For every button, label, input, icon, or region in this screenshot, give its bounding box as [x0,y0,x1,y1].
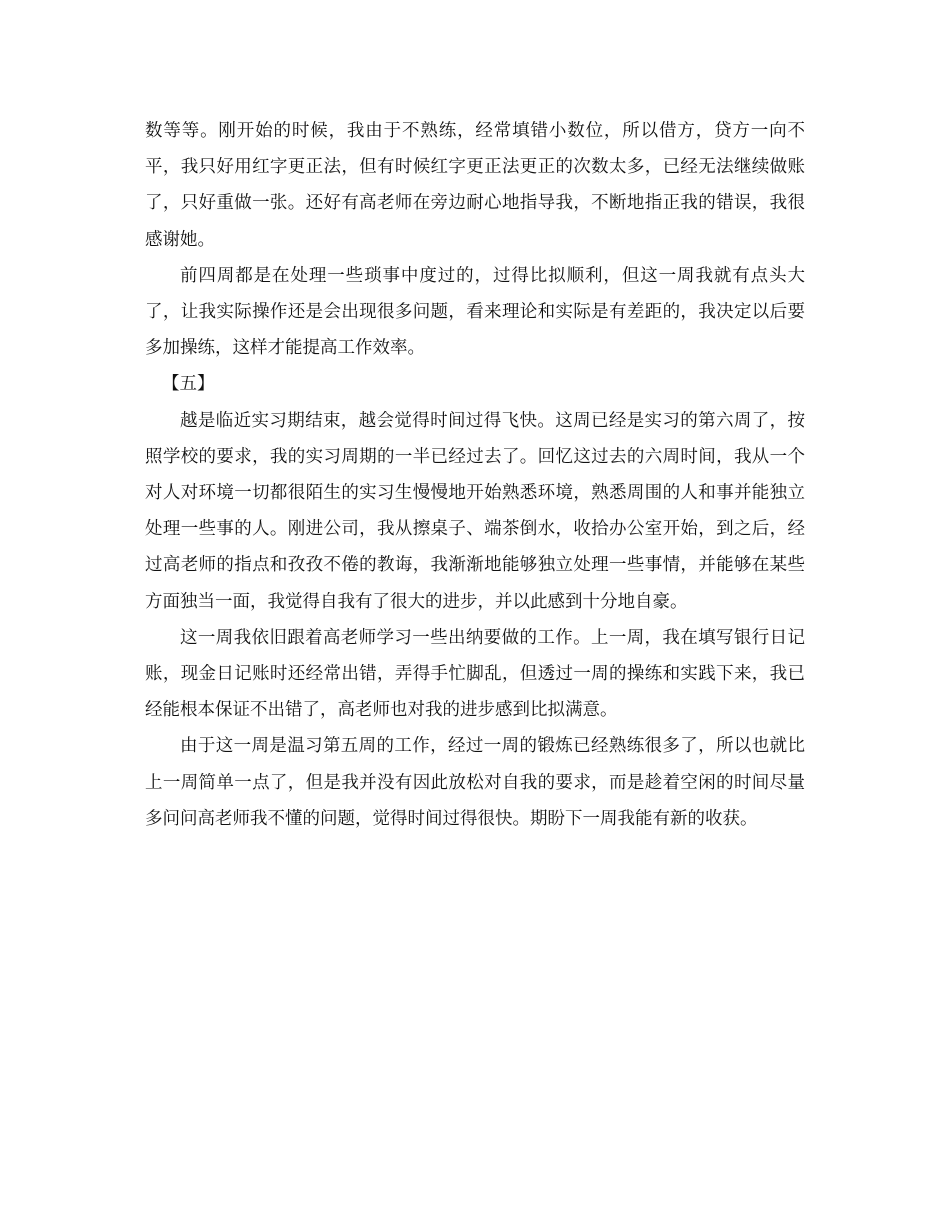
paragraph-continuation: 数等等。刚开始的时候，我由于不熟练，经常填错小数位，所以借方，贷方一向不平，我只好用红字更正法，但有时候红字更正法更正的次数太多，已经无法继续做账了，只好重做一张。还好有高老师在旁边耐心地指导我，不断地指正我的错误，我很感谢她。 [145,121,805,250]
section-heading: 【五】 [162,374,215,395]
paragraph-sixth-week: 越是临近实习期结束，越会觉得时间过得飞快。这周已经是实习的第六周了，按照学校的要求，我的实习周期的一半已经过去了。回忆这过去的六周时间，我从一个对人对环境一切都很陌生的实习生慢慢地开始熟悉环境，熟悉周围的人和事并能独立处理一些事的人。刚进公司，我从擦桌子、端茶倒水，收拾办公室开始，到之后，经过高老师的指点和孜孜不倦的教诲，我渐渐地能够独立处理一些事情，并能够在某些方面独当一面，我觉得自我有了很大的进步，并以此感到十分地自豪。 [145,410,805,612]
document-page [145,113,805,837]
paragraph-review-week: 由于这一周是温习第五周的工作，经过一周的锻炼已经熟练很多了，所以也就比上一周简单一点了，但是我并没有因此放松对自我的要求，而是趁着空闲的时间尽量多问问高老师我不懂的问题，觉得时间过得很快。期盼下一周我能有新的收获。 [145,736,805,829]
paragraph-first-four-weeks: 前四周都是在处理一些琐事中度过的，过得比拟顺利，但这一周我就有点头大了，让我实际操作还是会出现很多问题，看来理论和实际是有差距的，我决定以后要多加操练，这样才能提高工作效率。 [145,265,805,359]
paragraph-cashier-work: 这一周我依旧跟着高老师学习一些出纳要做的工作。上一周，我在填写银行日记账，现金日记账时还经常出错，弄得手忙脚乱，但透过一周的操练和实践下来，我已经能根本保证不出错了，高老师也对我的进步感到比拟满意。 [145,627,805,721]
